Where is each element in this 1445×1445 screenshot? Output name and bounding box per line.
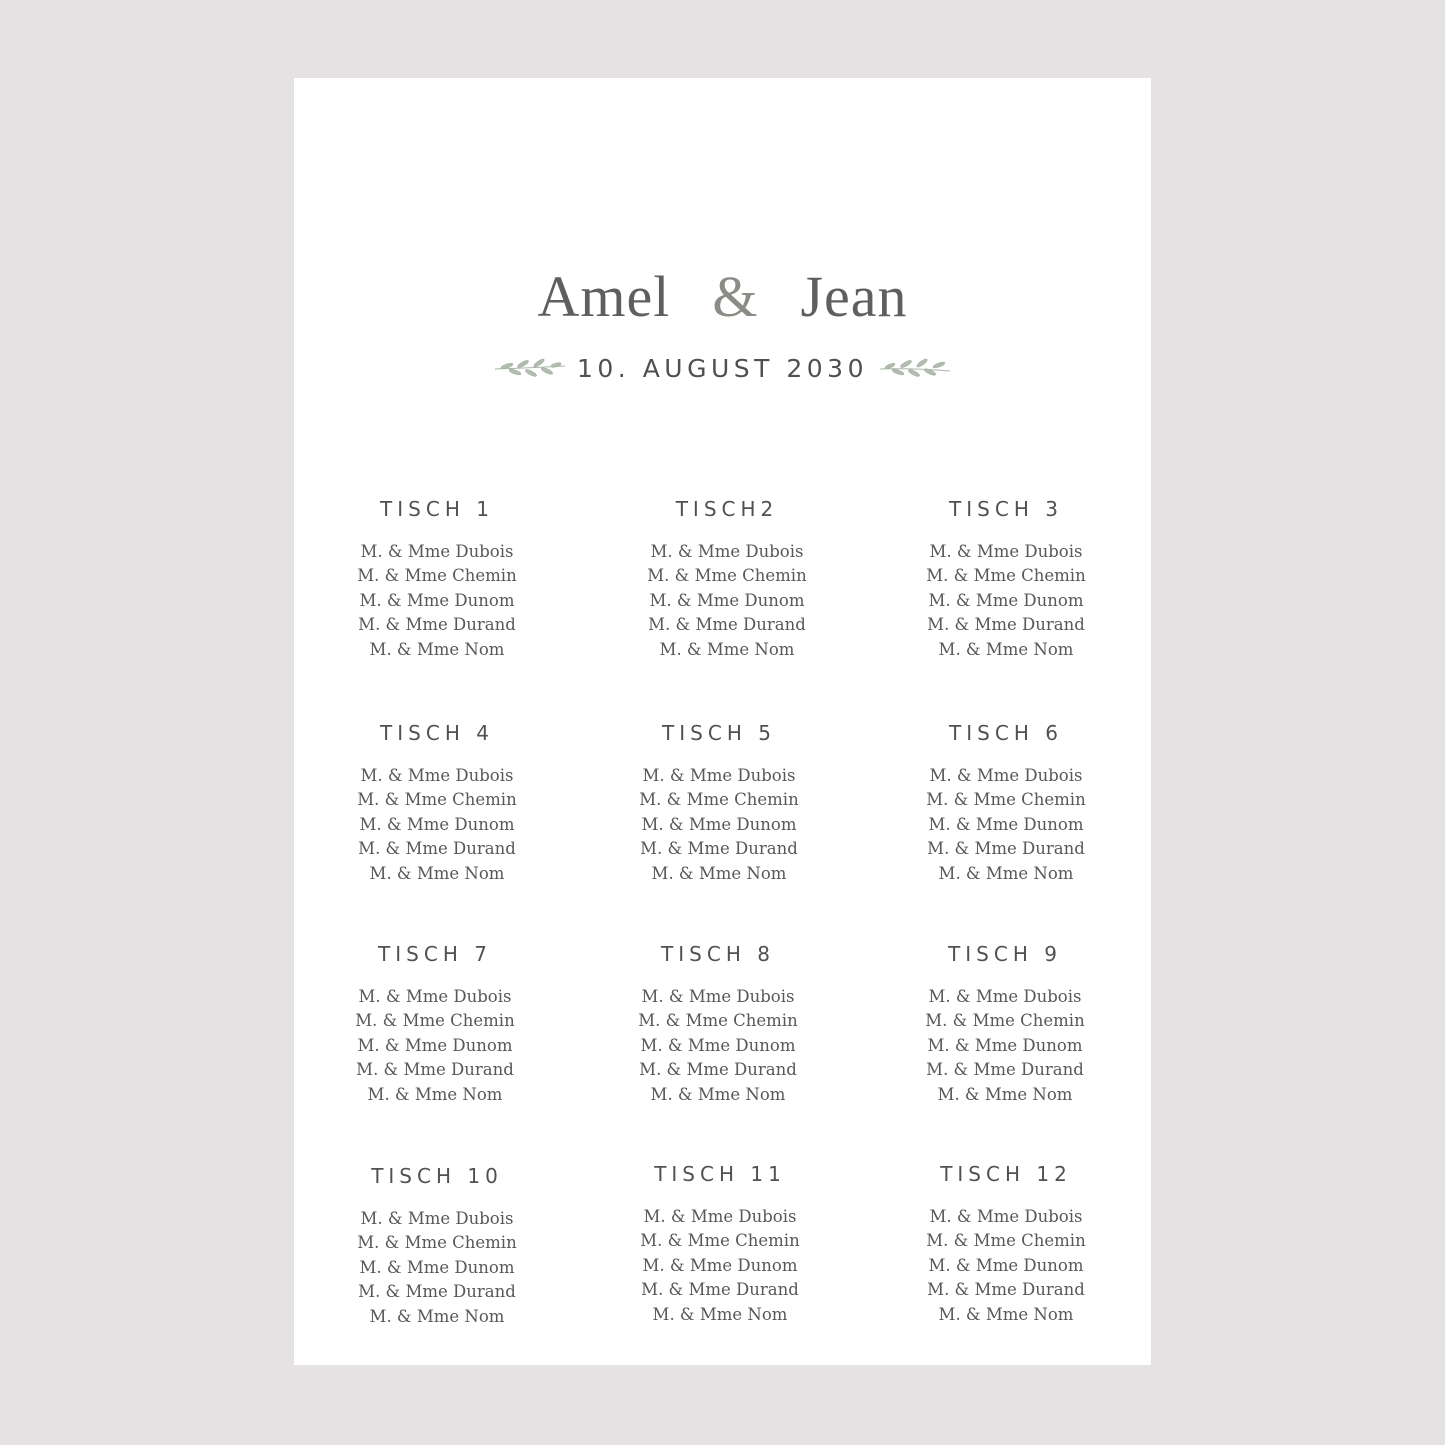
table-block xyxy=(305,941,565,1107)
guest-entry: M. & Mme Dubois xyxy=(929,766,1083,785)
table-block xyxy=(307,1163,567,1329)
table-block xyxy=(876,720,1136,886)
guest-entry: M. & Mme Durand xyxy=(358,615,516,635)
guest-entry: M. & Mme Chemin xyxy=(647,566,807,586)
guest-entry: M. & Mme Chemin xyxy=(926,1231,1086,1251)
guest-entry: M. & Mme Dunom xyxy=(357,1035,513,1055)
seating-chart-sheet xyxy=(294,78,1151,1365)
guest-entry: M. & Mme Dunom xyxy=(359,590,515,610)
guest-entry: M. & Mme Dubois xyxy=(358,987,512,1006)
table-title: TISCH 12 xyxy=(940,1162,1072,1186)
table-title: TISCH 4 xyxy=(380,721,494,745)
guest-entry: M. & Mme Chemin xyxy=(357,790,517,810)
guest-entry: M. & Mme Dubois xyxy=(641,987,795,1006)
guest-entry: M. & Mme Durand xyxy=(927,839,1085,859)
guest-entry: M. & Mme Dubois xyxy=(642,766,796,785)
table-title: TISCH2 xyxy=(675,497,779,521)
guest-entry: M. & Mme Durand xyxy=(926,1060,1084,1080)
guest-entry: M. & Mme Durand xyxy=(927,1280,1085,1300)
guest-entry: M. & Mme Durand xyxy=(648,615,806,635)
guest-entry: M. & Mme Nom xyxy=(652,1304,788,1324)
table-block xyxy=(590,1161,850,1327)
guest-entry: M. & Mme Nom xyxy=(369,1306,505,1326)
guest-entry: M. & Mme Durand xyxy=(358,1282,516,1302)
guest-entry: M. & Mme Durand xyxy=(358,839,516,859)
guest-entry: M. & Mme Dunom xyxy=(642,1255,798,1275)
guest-entry: M. & Mme Durand xyxy=(927,615,1085,635)
guest-entry: M. & Mme Chemin xyxy=(639,790,799,810)
guest-entry: M. & Mme Dunom xyxy=(359,814,515,834)
guest-entry: M. & Mme Durand xyxy=(640,839,798,859)
guest-entry: M. & Mme Nom xyxy=(651,863,787,883)
guest-entry: M. & Mme Dubois xyxy=(650,542,804,561)
name-right: Jean xyxy=(800,264,908,329)
guest-entry: M. & Mme Dubois xyxy=(929,1207,1083,1226)
guest-entry: M. & Mme Dunom xyxy=(359,1257,515,1277)
guest-entry: M. & Mme Nom xyxy=(659,639,795,659)
guest-entry: M. & Mme Chemin xyxy=(357,566,517,586)
guest-entry: M. & Mme Dunom xyxy=(649,590,805,610)
guest-entry: M. & Mme Dubois xyxy=(360,1209,514,1228)
guest-entry: M. & Mme Chemin xyxy=(926,790,1086,810)
table-title: TISCH 7 xyxy=(378,942,492,966)
guest-entry: M. & Mme Dubois xyxy=(928,987,1082,1006)
guest-entry: M. & Mme Chemin xyxy=(357,1233,517,1253)
table-title: TISCH 5 xyxy=(662,721,776,745)
table-title: TISCH 10 xyxy=(371,1164,503,1188)
guest-entry: M. & Mme Dunom xyxy=(640,1035,796,1055)
guest-entry: M. & Mme Chemin xyxy=(355,1011,515,1031)
guest-entry: M. & Mme Durand xyxy=(641,1280,799,1300)
table-block xyxy=(597,496,857,662)
guest-entry: M. & Mme Durand xyxy=(639,1060,797,1080)
tables-grid xyxy=(294,78,1151,1365)
guest-entry: M. & Mme Durand xyxy=(356,1060,514,1080)
guest-entry: M. & Mme Nom xyxy=(650,1084,786,1104)
table-block xyxy=(589,720,849,886)
wedding-date: 10. AUGUST 2030 xyxy=(577,354,868,383)
guest-entry: M. & Mme Dunom xyxy=(641,814,797,834)
table-title: TISCH 11 xyxy=(654,1162,786,1186)
table-block xyxy=(307,720,567,886)
guest-entry: M. & Mme Dunom xyxy=(928,590,1084,610)
table-title: TISCH 8 xyxy=(661,942,775,966)
table-block xyxy=(307,496,567,662)
guest-entry: M. & Mme Nom xyxy=(937,1084,1073,1104)
table-block xyxy=(876,496,1136,662)
guest-entry: M. & Mme Dubois xyxy=(643,1207,797,1226)
guest-entry: M. & Mme Chemin xyxy=(640,1231,800,1251)
table-block xyxy=(875,941,1135,1107)
guest-entry: M. & Mme Nom xyxy=(369,639,505,659)
table-block xyxy=(876,1161,1136,1327)
guest-entry: M. & Mme Chemin xyxy=(926,566,1086,586)
table-block xyxy=(588,941,848,1107)
guest-entry: M. & Mme Nom xyxy=(369,863,505,883)
guest-entry: M. & Mme Dubois xyxy=(929,542,1083,561)
guest-entry: M. & Mme Nom xyxy=(367,1084,503,1104)
guest-entry: M. & Mme Dubois xyxy=(360,542,514,561)
guest-entry: M. & Mme Chemin xyxy=(638,1011,798,1031)
guest-entry: M. & Mme Dunom xyxy=(928,814,1084,834)
table-title: TISCH 6 xyxy=(949,721,1063,745)
guest-entry: M. & Mme Dunom xyxy=(927,1035,1083,1055)
guest-entry: M. & Mme Dubois xyxy=(360,766,514,785)
ampersand: & xyxy=(712,264,759,329)
guest-entry: M. & Mme Nom xyxy=(938,863,1074,883)
guest-entry: M. & Mme Dunom xyxy=(928,1255,1084,1275)
table-title: TISCH 9 xyxy=(948,942,1062,966)
guest-entry: M. & Mme Chemin xyxy=(925,1011,1085,1031)
name-left: Amel xyxy=(537,264,671,329)
guest-entry: M. & Mme Nom xyxy=(938,1304,1074,1324)
table-title: TISCH 3 xyxy=(949,497,1063,521)
table-title: TISCH 1 xyxy=(380,497,494,521)
guest-entry: M. & Mme Nom xyxy=(938,639,1074,659)
